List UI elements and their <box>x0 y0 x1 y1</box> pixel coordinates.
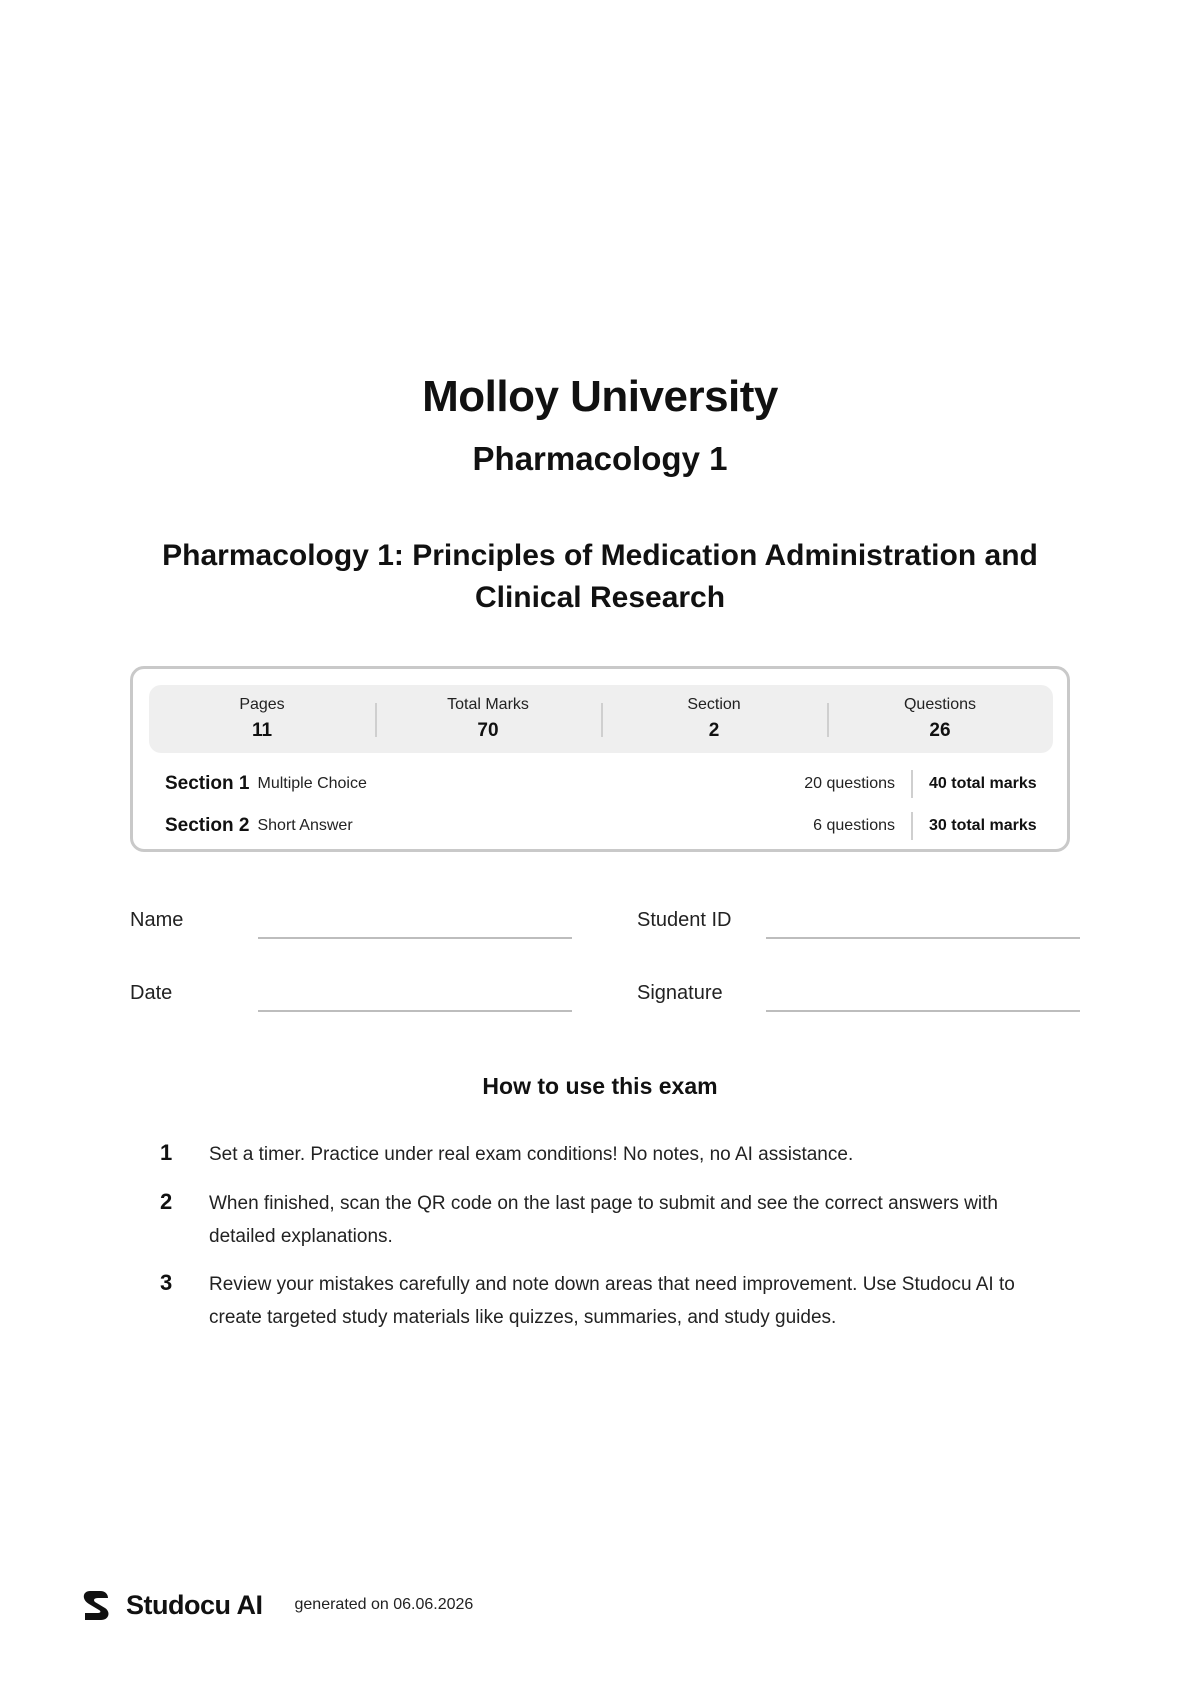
section-row-1 <box>165 769 1041 799</box>
section-divider <box>911 770 913 798</box>
stat-label: Total Marks <box>447 696 529 713</box>
section-divider <box>911 812 913 840</box>
name-label: Name <box>130 909 184 931</box>
section-name: Section 1 <box>165 773 250 794</box>
student-id-line[interactable] <box>766 937 1080 939</box>
section-name: Section 2 <box>165 815 250 836</box>
stat-pages <box>149 685 375 753</box>
step-number: 3 <box>160 1270 173 1295</box>
stat-total-marks <box>375 685 601 753</box>
date-label: Date <box>130 982 173 1004</box>
step-text: Set a timer. Practice under real exam conditions! No notes, no AI assistance. <box>209 1144 854 1165</box>
step-number: 2 <box>160 1189 173 1214</box>
brand-name: Studocu AI <box>126 1589 263 1620</box>
section-row-2 <box>165 811 1041 841</box>
section-questions: 20 questions <box>804 775 895 792</box>
section-type: Short Answer <box>257 817 353 834</box>
generated-date: generated on 06.06.2026 <box>294 1596 474 1613</box>
course-name: Pharmacology 1 <box>472 440 728 477</box>
section-marks: 30 total marks <box>929 817 1037 834</box>
howto-step-2 <box>160 1187 1060 1253</box>
howto-step-1 <box>160 1138 1060 1171</box>
date-line[interactable] <box>258 1010 572 1012</box>
signature-label: Signature <box>637 982 723 1004</box>
stat-value: 11 <box>251 720 273 741</box>
studocu-logo-icon <box>78 1587 114 1623</box>
exam-summary-box <box>130 666 1070 852</box>
exam-stats-bar <box>149 685 1053 753</box>
stat-value: 26 <box>929 720 951 741</box>
stat-value: 2 <box>708 720 720 741</box>
stat-label: Pages <box>239 696 285 713</box>
stat-section <box>601 685 827 753</box>
stat-value: 70 <box>477 720 499 741</box>
name-line[interactable] <box>258 937 572 939</box>
howto-title: How to use this exam <box>482 1073 718 1099</box>
howto-step-3 <box>160 1268 1060 1334</box>
stat-label: Questions <box>903 696 977 713</box>
signature-line[interactable] <box>766 1010 1080 1012</box>
exam-title: Pharmacology 1: Principles of Medication Administration and Clinical Research <box>162 539 1038 614</box>
step-text: When finished, scan the QR code on the last page to submit and see the correct answers with detailed explanations. <box>209 1193 998 1247</box>
university-name: Molloy University <box>422 372 778 421</box>
footer <box>78 1585 473 1625</box>
step-text: Review your mistakes carefully and note down areas that need improvement. Use Studocu AI to create targeted study materials like quizzes, summaries, and study guides. <box>209 1274 1015 1328</box>
section-marks: 40 total marks <box>929 775 1037 792</box>
section-questions: 6 questions <box>813 817 895 834</box>
stat-label: Section <box>687 696 741 713</box>
section-type: Multiple Choice <box>257 775 367 792</box>
student-id-label: Student ID <box>637 909 732 931</box>
step-number: 1 <box>160 1140 173 1165</box>
stat-questions <box>827 685 1053 753</box>
